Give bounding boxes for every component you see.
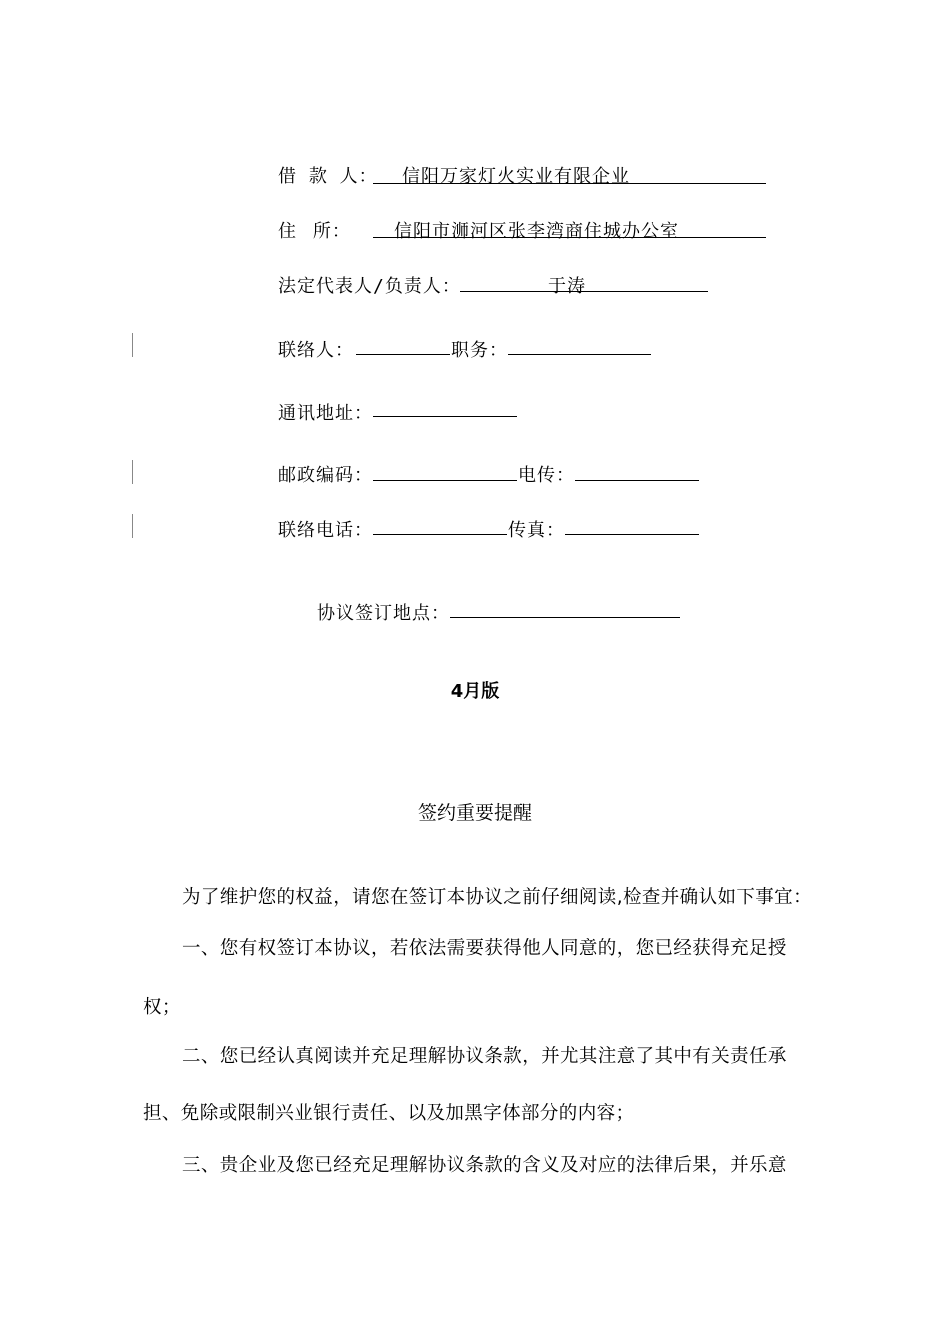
borrower-value: 信阳万家灯火实业有限企业: [402, 166, 630, 187]
sign-place-label: 协议签订地点：: [317, 603, 450, 624]
mail-address-label: 通讯地址：: [278, 403, 373, 424]
reminder-item-2: 二、您已经认真阅读并充足理解协议条款，并尤其注意了其中有关责任承: [182, 1046, 787, 1067]
reminder-title: 签约重要提醒: [417, 802, 532, 824]
legal-rep-label: 法定代表人/负责人：: [278, 276, 461, 297]
phone-underline[interactable]: [373, 534, 507, 535]
mail-address-underline[interactable]: [373, 416, 517, 417]
position-label: 职务：: [451, 340, 508, 361]
postcode-underline[interactable]: [373, 480, 517, 481]
postcode-label: 邮政编码：: [278, 465, 373, 486]
reminder-item-1: 一、您有权签订本协议，若依法需要获得他人同意的，您已经获得充足授: [182, 938, 787, 959]
revision-bar: [132, 460, 133, 484]
contact-label: 联络人：: [278, 340, 354, 361]
fax-underline[interactable]: [565, 534, 699, 535]
contact-underline[interactable]: [356, 354, 450, 355]
revision-bar: [132, 514, 133, 538]
address-label: 住 所：: [278, 221, 351, 242]
sign-place-underline[interactable]: [450, 617, 680, 618]
revision-bar: [132, 333, 133, 357]
fax-label: 传真：: [508, 520, 565, 541]
reminder-intro: 为了维护您的权益，请您在签订本协议之前仔细阅读,检查并确认如下事宜：: [182, 887, 812, 908]
telegraph-label: 电传：: [518, 465, 575, 486]
address-value: 信阳市浉河区张李湾商住城办公室: [394, 221, 679, 242]
position-underline[interactable]: [508, 354, 651, 355]
borrower-label: 借 款 人：: [278, 166, 378, 187]
reminder-item-1-cont: 权；: [143, 997, 181, 1018]
reminder-item-2-cont: 担、免除或限制兴业银行责任、以及加黑字体部分的内容；: [143, 1103, 635, 1124]
version-label: 4月版: [450, 681, 500, 702]
legal-rep-value: 于涛: [548, 276, 586, 297]
telegraph-underline[interactable]: [575, 480, 699, 481]
phone-label: 联络电话：: [278, 520, 373, 541]
reminder-item-3: 三、贵企业及您已经充足理解协议条款的含义及对应的法律后果，并乐意: [182, 1155, 787, 1176]
